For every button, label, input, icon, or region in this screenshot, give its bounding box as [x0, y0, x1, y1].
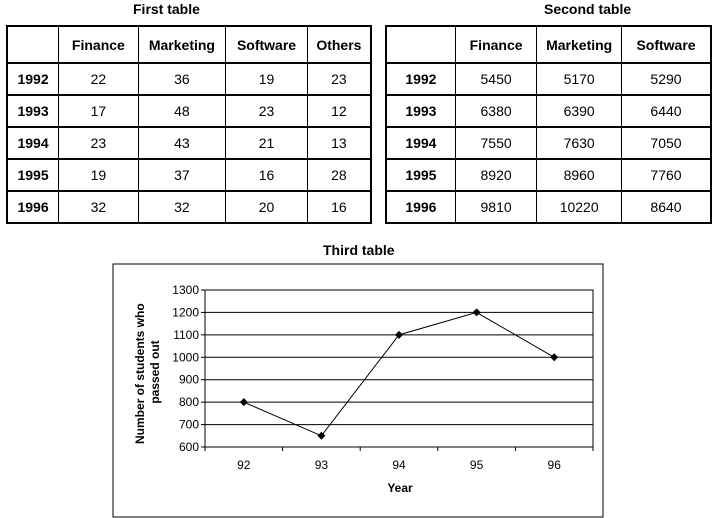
data-point-marker — [395, 331, 403, 339]
row-year-cell: 1993 — [386, 95, 455, 127]
table-cell: 7550 — [455, 127, 537, 159]
x-tick-label: 93 — [314, 458, 329, 472]
chart-frame — [113, 264, 603, 517]
table-cell: 22 — [59, 63, 139, 95]
y-tick-label: 1100 — [173, 327, 199, 342]
data-point-marker — [240, 398, 248, 406]
row-year-cell: 1994 — [7, 127, 59, 159]
table-cell: 9810 — [455, 191, 537, 223]
column-header: Software — [622, 26, 712, 63]
table-cell: 28 — [307, 159, 371, 191]
column-header: Finance — [455, 26, 537, 63]
table-cell: 12 — [307, 95, 371, 127]
table-cell: 5450 — [455, 63, 537, 95]
x-tick-label: 94 — [392, 458, 406, 472]
y-axis-title-line-1: Number of students who — [133, 303, 147, 445]
y-tick-label: 800 — [178, 395, 199, 410]
row-year-cell: 1995 — [386, 159, 455, 191]
table-cell: 20 — [226, 191, 308, 223]
table-cell: 7760 — [622, 159, 712, 191]
table-cell: 6390 — [537, 95, 622, 127]
table-cell: 19 — [226, 63, 308, 95]
chart-title: Third table — [323, 242, 395, 258]
table-cell: 23 — [59, 127, 139, 159]
y-tick-label: 1000 — [172, 350, 199, 365]
y-axis-title-line-2: passed out — [148, 340, 162, 404]
x-tick-label: 95 — [469, 458, 484, 472]
column-header: Marketing — [537, 26, 622, 63]
row-year-cell: 1995 — [7, 159, 59, 191]
y-tick-label: 1300 — [172, 283, 199, 297]
table-cell: 23 — [307, 63, 371, 95]
table-cell: 32 — [59, 191, 139, 223]
table-cell: 23 — [226, 95, 308, 127]
table-cell: 5290 — [622, 63, 712, 95]
row-year-cell: 1996 — [7, 191, 59, 223]
y-axis-title — [133, 300, 162, 444]
x-tick-label: 96 — [547, 458, 561, 472]
table-cell: 10220 — [537, 191, 622, 223]
column-header: Finance — [59, 26, 139, 63]
row-year-cell: 1996 — [386, 191, 455, 223]
row-year-cell: 1992 — [386, 63, 455, 95]
table-cell: 21 — [226, 127, 308, 159]
table-cell: 37 — [138, 159, 226, 191]
data-point-marker — [550, 353, 558, 361]
row-year-cell: 1992 — [7, 63, 59, 95]
y-tick-label: 600 — [178, 440, 199, 454]
table-cell: 8640 — [622, 191, 712, 223]
table-cell: 8960 — [537, 159, 622, 191]
table-cell: 16 — [307, 191, 371, 223]
row-year-cell: 1994 — [386, 127, 455, 159]
table-cell: 16 — [226, 159, 308, 191]
plot-area — [205, 290, 593, 447]
table1-caption: First table — [133, 1, 200, 17]
table-cell: 19 — [59, 159, 139, 191]
column-header: Others — [307, 26, 371, 63]
table2-caption: Second table — [544, 1, 632, 17]
column-header: Marketing — [138, 26, 226, 63]
y-tick-label: 900 — [178, 372, 199, 387]
x-tick-label: 92 — [237, 458, 251, 472]
data-point-marker — [317, 432, 325, 440]
x-axis-title: Year — [387, 481, 413, 495]
table-cell: 13 — [307, 127, 371, 159]
table-cell: 32 — [138, 191, 226, 223]
column-header: Software — [226, 26, 308, 63]
table-cell: 43 — [138, 127, 226, 159]
data-point-marker — [473, 308, 481, 316]
table-cell: 17 — [59, 95, 139, 127]
table-cell: 7630 — [537, 127, 622, 159]
y-tick-label: 1200 — [172, 305, 199, 320]
row-year-cell: 1993 — [7, 95, 59, 127]
table-cell: 48 — [138, 95, 226, 127]
table-cell: 7050 — [622, 127, 712, 159]
table-cell: 5170 — [537, 63, 622, 95]
table-cell: 6440 — [622, 95, 712, 127]
table-cell: 8920 — [455, 159, 537, 191]
y-tick-label: 700 — [178, 417, 199, 432]
table-cell: 6380 — [455, 95, 537, 127]
table-cell: 36 — [138, 63, 226, 95]
